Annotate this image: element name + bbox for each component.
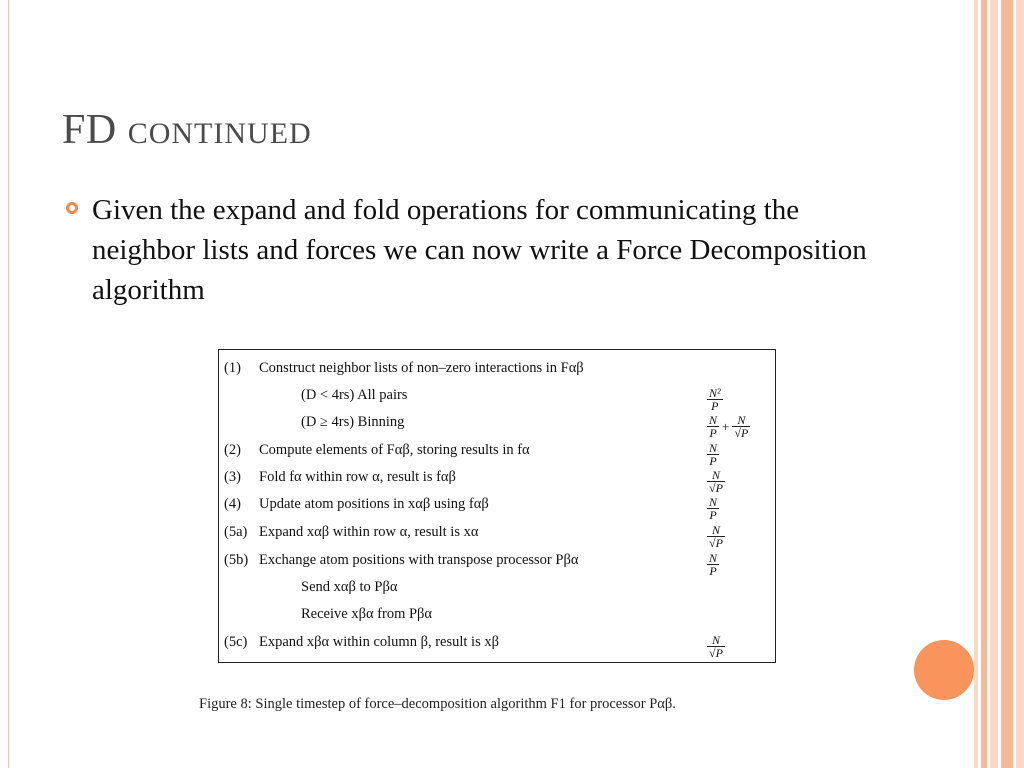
row-number: (5b)	[224, 552, 249, 568]
title-main: FD	[62, 107, 117, 153]
row-cost: $\frac{N}{P}$	[709, 495, 718, 522]
row-cost: $\frac{N}{√P}$	[709, 633, 723, 660]
row-description: (D < 4rs) All pairs	[301, 387, 408, 403]
figure-row	[219, 606, 775, 632]
row-description: Expand xαβ within row α, result is xα	[259, 524, 479, 540]
row-cost: $\frac{N}{P}$ + $\frac{N}{√P}$	[709, 413, 749, 440]
row-cost: $\frac{N}{√P}$	[709, 523, 723, 550]
row-cost: $\frac{\text{N²}}{P}$	[709, 386, 721, 413]
bullet-text: Given the expand and fold operations for communicating the neighbor lists and forces we can now write a Force Decomposition algorithm	[92, 194, 867, 306]
figure-row	[219, 442, 775, 468]
row-number: (4)	[224, 496, 241, 512]
figure-caption: Figure 8: Single timestep of force–decomposition algorithm F1 for processor Pαβ.	[199, 696, 676, 712]
row-description: Receive xβα from Pβα	[301, 606, 433, 622]
row-description: Fold fα within row α, result is fαβ	[259, 469, 456, 485]
row-cost: $\frac{N}{P}$	[709, 551, 718, 578]
row-description: Expand xβα within column β, result is xβ	[259, 634, 499, 650]
row-number: (3)	[224, 469, 241, 485]
figure-row	[219, 360, 775, 386]
left-frame-line	[8, 0, 9, 768]
decorative-circle	[914, 640, 974, 700]
algorithm-figure	[218, 349, 776, 663]
bullet-circle-icon	[66, 202, 78, 214]
figure-row	[219, 496, 775, 522]
row-cost: $\frac{N}{P}$	[709, 441, 718, 468]
figure-row	[219, 469, 775, 495]
title-small: CONTINUED	[127, 117, 312, 150]
row-description: Exchange atom positions with transpose processor Pβα	[259, 552, 579, 568]
row-description: (D ≥ 4rs) Binning	[301, 414, 405, 430]
row-description: Update atom positions in xαβ using fαβ	[259, 496, 489, 512]
row-number: (5c)	[224, 634, 248, 650]
figure-row	[219, 414, 775, 440]
right-decoration	[974, 0, 1024, 768]
row-description: Compute elements of Fαβ, storing results in fα	[259, 442, 530, 458]
figure-row	[219, 552, 775, 578]
figure-row	[219, 387, 775, 413]
figure-row	[219, 524, 775, 550]
figure-row	[219, 634, 775, 660]
figure-row	[219, 579, 775, 605]
slide-title	[62, 106, 312, 154]
row-number: (5a)	[224, 524, 248, 540]
row-description: Construct neighbor lists of non–zero interactions in Fαβ	[259, 360, 584, 376]
row-description: Send xαβ to Pβα	[301, 579, 398, 595]
row-cost: $\frac{N}{√P}$	[709, 468, 723, 495]
row-number: (1)	[224, 360, 241, 376]
row-number: (2)	[224, 442, 241, 458]
